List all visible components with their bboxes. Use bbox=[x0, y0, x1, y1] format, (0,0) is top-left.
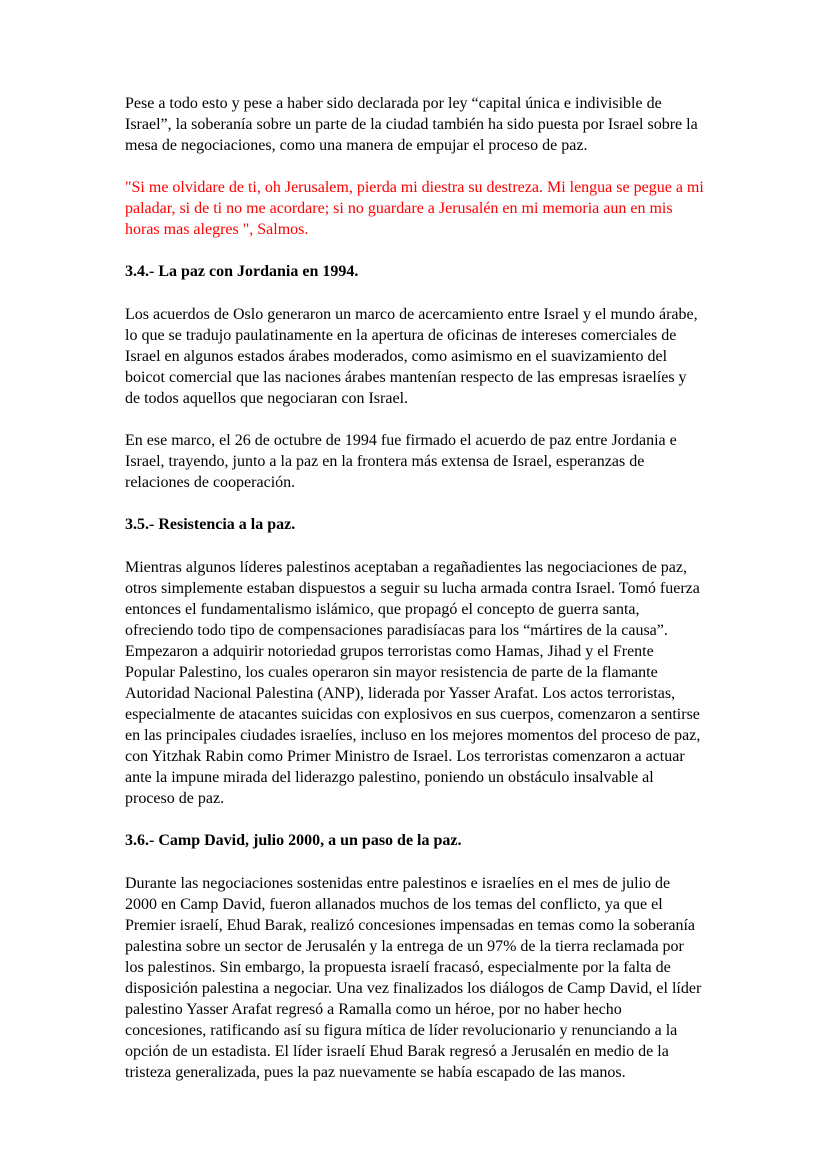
psalms-quote: "Si me olvidare de ti, oh Jerusalem, pierda mi diestra su destreza. Mi lengua se pegue a mi paladar, si de ti no me acordare; si no guardare a Jerusalén en mi memoria aun en mis horas mas alegres ", Salmos. bbox=[125, 179, 704, 238]
paragraph-jerusalem-sovereignty: Pese a todo esto y pese a haber sido declarada por ley “capital única e indivisible de Israel”, la soberanía sobre un parte de la ciudad también ha sido puesta por Israel sobre la mesa de negociaciones, como una manera de empujar el proceso de paz. bbox=[125, 95, 698, 154]
paragraph-camp-david-2000: Durante las negociaciones sostenidas entre palestinos e israelíes en el mes de julio de 2000 en Camp David, fueron allanados muchos de los temas del conflicto, ya que el Premier israelí, Ehud Barak, realizó concesiones impensadas en temas como la soberanía palestina sobre un sector de Jerusalén y la entrega de un 97% de la tierra reclamada por los palestinos. Sin embargo, la propuesta israelí fracasó, especialmente por la falta de disposición palestina a negociar. Una vez finalizados los diálogos de Camp David, el líder palestino Yasser Arafat regresó a Ramalla como un héroe, por no haber hecho concesiones, ratificando así su figura mítica de líder revolucionario y renunciando a la opción de un estadista. El líder israelí Ehud Barak regresó a Jerusalén en medio de la tristeza generalizada, pues la paz nuevamente se había escapado de las manos. bbox=[125, 875, 702, 1081]
paragraph-oslo-accords: Los acuerdos de Oslo generaron un marco de acercamiento entre Israel y el mundo árabe, lo que se tradujo paulatinamente en la apertura de oficinas de intereses comerciales de Israel en algunos estados árabes moderados, como asimismo en el suavizamiento del boicot comercial que las naciones árabes mantenían respecto de las empresas israelíes y de todos aquellos que negociaran con Israel. bbox=[125, 306, 698, 407]
section-heading-3-4: 3.4.- La paz con Jordania en 1994. bbox=[125, 263, 359, 280]
section-heading-3-6: 3.6.- Camp David, julio 2000, a un paso de la paz. bbox=[125, 832, 462, 849]
paragraph-jordan-peace-treaty: En ese marco, el 26 de octubre de 1994 fue firmado el acuerdo de paz entre Jordania e Israel, trayendo, junto a la paz en la frontera más extensa de Israel, esperanzas de relaciones de cooperación. bbox=[125, 432, 677, 491]
section-heading-3-5: 3.5.- Resistencia a la paz. bbox=[125, 516, 296, 533]
paragraph-resistance-to-peace: Mientras algunos líderes palestinos aceptaban a regañadientes las negociaciones de paz, otros simplemente estaban dispuestos a seguir su lucha armada contra Israel. Tomó fuerza entonces el fundamentalismo islámico, que propagó el concepto de guerra santa, ofreciendo todo tipo de compensaciones paradisíacas para los “mártires de la causa”. Empezaron a adquirir notoriedad grupos terroristas como Hamas, Jihad y el Frente Popular Palestino, los cuales operaron sin mayor resistencia de parte de la flamante Autoridad Nacional Palestina (ANP), liderada por Yasser Arafat. Los actos terroristas, especialmente de atacantes suicidas con explosivos en sus cuerpos, comenzaron a sentirse en las principales ciudades israelíes, incluso en los mejores momentos del proceso de paz, con Yitzhak Rabin como Primer Ministro de Israel. Los terroristas comenzaron a actuar ante la impune mirada del liderazgo palestino, poniendo un obstáculo insalvable al proceso de paz. bbox=[125, 559, 701, 807]
